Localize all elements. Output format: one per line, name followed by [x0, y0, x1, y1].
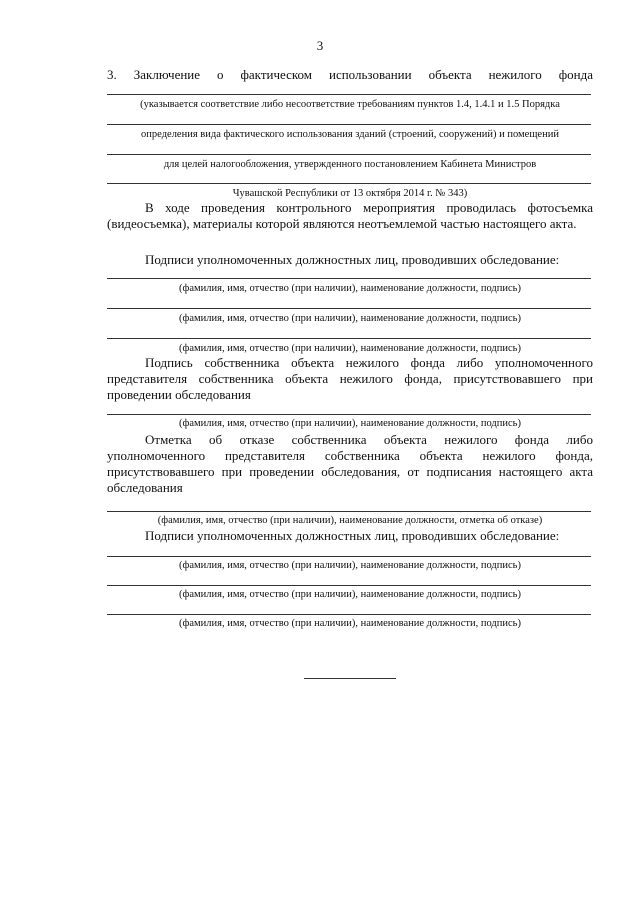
photo-paragraph: В ходе проведения контрольного мероприятия проводилась фотосъемка (видеосъемка), материалы которой являются неотъемлемой частью настоящего акта.: [107, 200, 593, 231]
section-3-caption-1: (указывается соответствие либо несоответствие требованиям пунктов 1.4, 1.4.1 и 1.5 Порядка: [140, 99, 560, 110]
fill-line: [107, 124, 591, 125]
signature-caption: (фамилия, имя, отчество (при наличии), наименование должности, подпись): [179, 343, 521, 354]
signature-caption: (фамилия, имя, отчество (при наличии), наименование должности, подпись): [179, 589, 521, 600]
section-3-caption-3: для целей налогообложения, утвержденного постановлением Кабинета Министров: [163, 159, 537, 170]
signature-line: [107, 556, 591, 557]
signatures-heading-1: Подписи уполномоченных должностных лиц, проводивших обследование:: [145, 252, 560, 267]
page-number: 3: [316, 38, 324, 53]
signature-line: [107, 308, 591, 309]
owner-signature-caption: (фамилия, имя, отчество (при наличии), наименование должности, подпись): [179, 418, 521, 429]
section-3-caption-2: определения вида фактического использования зданий (строений, сооружений) и помещений: [141, 129, 559, 140]
end-separator: [304, 678, 396, 679]
fill-line: [107, 183, 591, 184]
signature-line: [107, 278, 591, 279]
fill-line: [107, 154, 591, 155]
signature-line: [107, 511, 591, 512]
fill-line: [107, 94, 591, 95]
signature-line: [107, 585, 591, 586]
owner-signature-text: Подпись собственника объекта нежилого фонда либо уполномоченного представителя собственника объекта нежилого фонда, присутствовавшего при проведении обследования: [107, 355, 593, 402]
section-3-caption-4: Чувашской Республики от 13 октября 2014 г. № 343): [232, 188, 468, 199]
signature-caption: (фамилия, имя, отчество (при наличии), наименование должности, подпись): [179, 560, 521, 571]
signatures-heading-2: Подписи уполномоченных должностных лиц, проводивших обследование:: [145, 528, 560, 543]
signature-line: [107, 414, 591, 415]
signature-caption: (фамилия, имя, отчество (при наличии), наименование должности, подпись): [179, 313, 521, 324]
signature-line: [107, 338, 591, 339]
signature-caption: (фамилия, имя, отчество (при наличии), наименование должности, подпись): [179, 618, 521, 629]
signature-line: [107, 614, 591, 615]
section-3-title: 3. Заключение о фактическом использовании объекта нежилого фонда: [107, 67, 593, 82]
signature-caption: (фамилия, имя, отчество (при наличии), наименование должности, подпись): [179, 283, 521, 294]
refusal-mark-text: Отметка об отказе собственника объекта нежилого фонда либо уполномоченного представителя собственника объекта нежилого фонда, присутствовавшего при проведении обследования, от подписания настоящего акта обследования: [107, 432, 593, 495]
refusal-mark-caption: (фамилия, имя, отчество (при наличии), наименование должности, отметка об отказе): [157, 515, 543, 526]
